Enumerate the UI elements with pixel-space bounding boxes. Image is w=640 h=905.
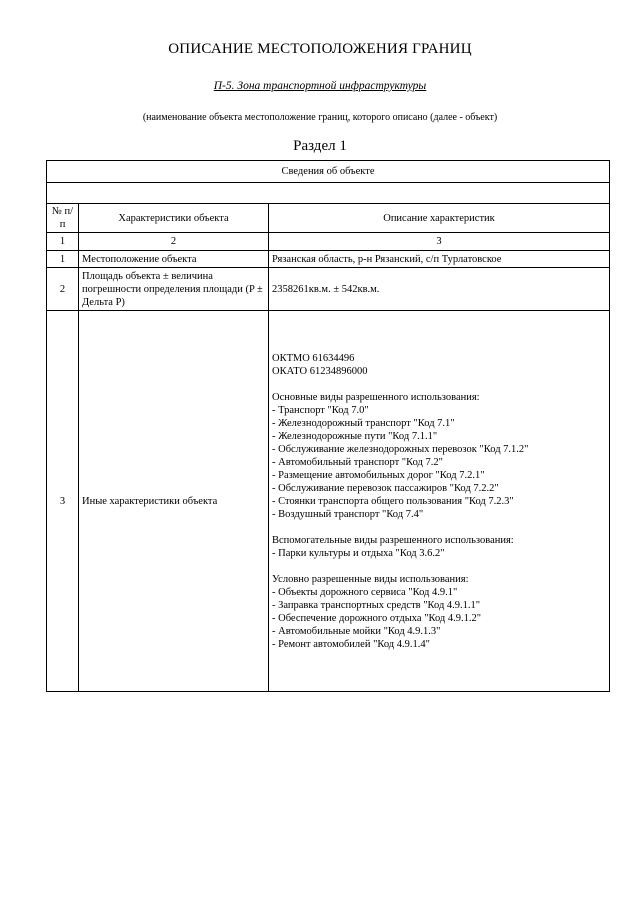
column-number-row xyxy=(47,233,610,251)
other-characteristics-cell xyxy=(269,311,610,692)
list-item: - Воздушный транспорт "Код 7.4" xyxy=(272,508,424,520)
header-description: Описание характеристик xyxy=(269,204,610,233)
conditional-uses-heading: Условно разрешенные виды использования: xyxy=(272,573,469,585)
list-item: - Транспорт "Код 7.0" xyxy=(272,404,369,416)
zone-name-caption: (наименование объекта местоположение границ, которого описано (далее - объект) xyxy=(142,112,498,123)
row-number: 3 xyxy=(47,311,79,692)
oktmo-code: ОКТМО 61634496 xyxy=(272,352,355,364)
list-item: - Стоянки транспорта общего пользования "Код 7.2.3" xyxy=(272,495,514,507)
object-info-table xyxy=(46,160,610,692)
zone-name: П-5. Зона транспортной инфраструктуры xyxy=(213,80,427,92)
empty-cell xyxy=(47,183,610,204)
list-item: - Обслуживание перевозок пассажиров "Код 7.2.2" xyxy=(272,482,499,494)
table-row xyxy=(47,311,610,692)
column-number: 2 xyxy=(79,233,269,251)
list-item: - Обслуживание железнодорожных перевозок "Код 7.1.2" xyxy=(272,443,529,455)
row-characteristic: Площадь объекта ± величина погрешности определения площади (P ± Дельта P) xyxy=(79,268,269,311)
row-description: 2358261кв.м. ± 542кв.м. xyxy=(269,268,610,311)
table-row xyxy=(47,268,610,311)
column-number: 3 xyxy=(269,233,610,251)
list-item: - Обеспечение дорожного отдыха "Код 4.9.1.2" xyxy=(272,612,482,624)
list-item: - Автомобильный транспорт "Код 7.2" xyxy=(272,456,443,468)
okato-code: ОКАТО 61234896000 xyxy=(272,365,368,377)
header-characteristic: Характеристики объекта xyxy=(79,204,269,233)
row-description: Рязанская область, р-н Рязанский, с/п Турлатовское xyxy=(269,251,610,268)
row-number: 1 xyxy=(47,251,79,268)
main-uses-heading: Основные виды разрешенного использования: xyxy=(272,391,480,403)
list-item: - Объекты дорожного сервиса "Код 4.9.1" xyxy=(272,586,458,598)
aux-uses-heading: Вспомогательные виды разрешенного использования: xyxy=(272,534,514,546)
row-characteristic: Иные характеристики объекта xyxy=(79,311,269,692)
list-item: - Железнодорожные пути "Код 7.1.1" xyxy=(272,430,438,442)
list-item: - Парки культуры и отдыха "Код 3.6.2" xyxy=(272,547,445,559)
section-title: Раздел 1 xyxy=(293,138,347,154)
list-item: - Ремонт автомобилей "Код 4.9.1.4" xyxy=(272,638,430,650)
table-caption-row xyxy=(47,161,610,183)
list-item: - Заправка транспортных средств "Код 4.9.1.1" xyxy=(272,599,481,611)
table-caption: Сведения об объекте xyxy=(47,161,610,183)
header-row xyxy=(47,204,610,233)
header-num: № п/п xyxy=(47,204,79,233)
column-number: 1 xyxy=(47,233,79,251)
list-item: - Автомобильные мойки "Код 4.9.1.3" xyxy=(272,625,441,637)
table-row xyxy=(47,251,610,268)
row-characteristic: Местоположение объекта xyxy=(79,251,269,268)
row-number: 2 xyxy=(47,268,79,311)
empty-row xyxy=(47,183,610,204)
list-item: - Размещение автомобильных дорог "Код 7.2.1" xyxy=(272,469,485,481)
list-item: - Железнодорожный транспорт "Код 7.1" xyxy=(272,417,455,429)
document-title: ОПИСАНИЕ МЕСТОПОЛОЖЕНИЯ ГРАНИЦ xyxy=(168,41,472,57)
